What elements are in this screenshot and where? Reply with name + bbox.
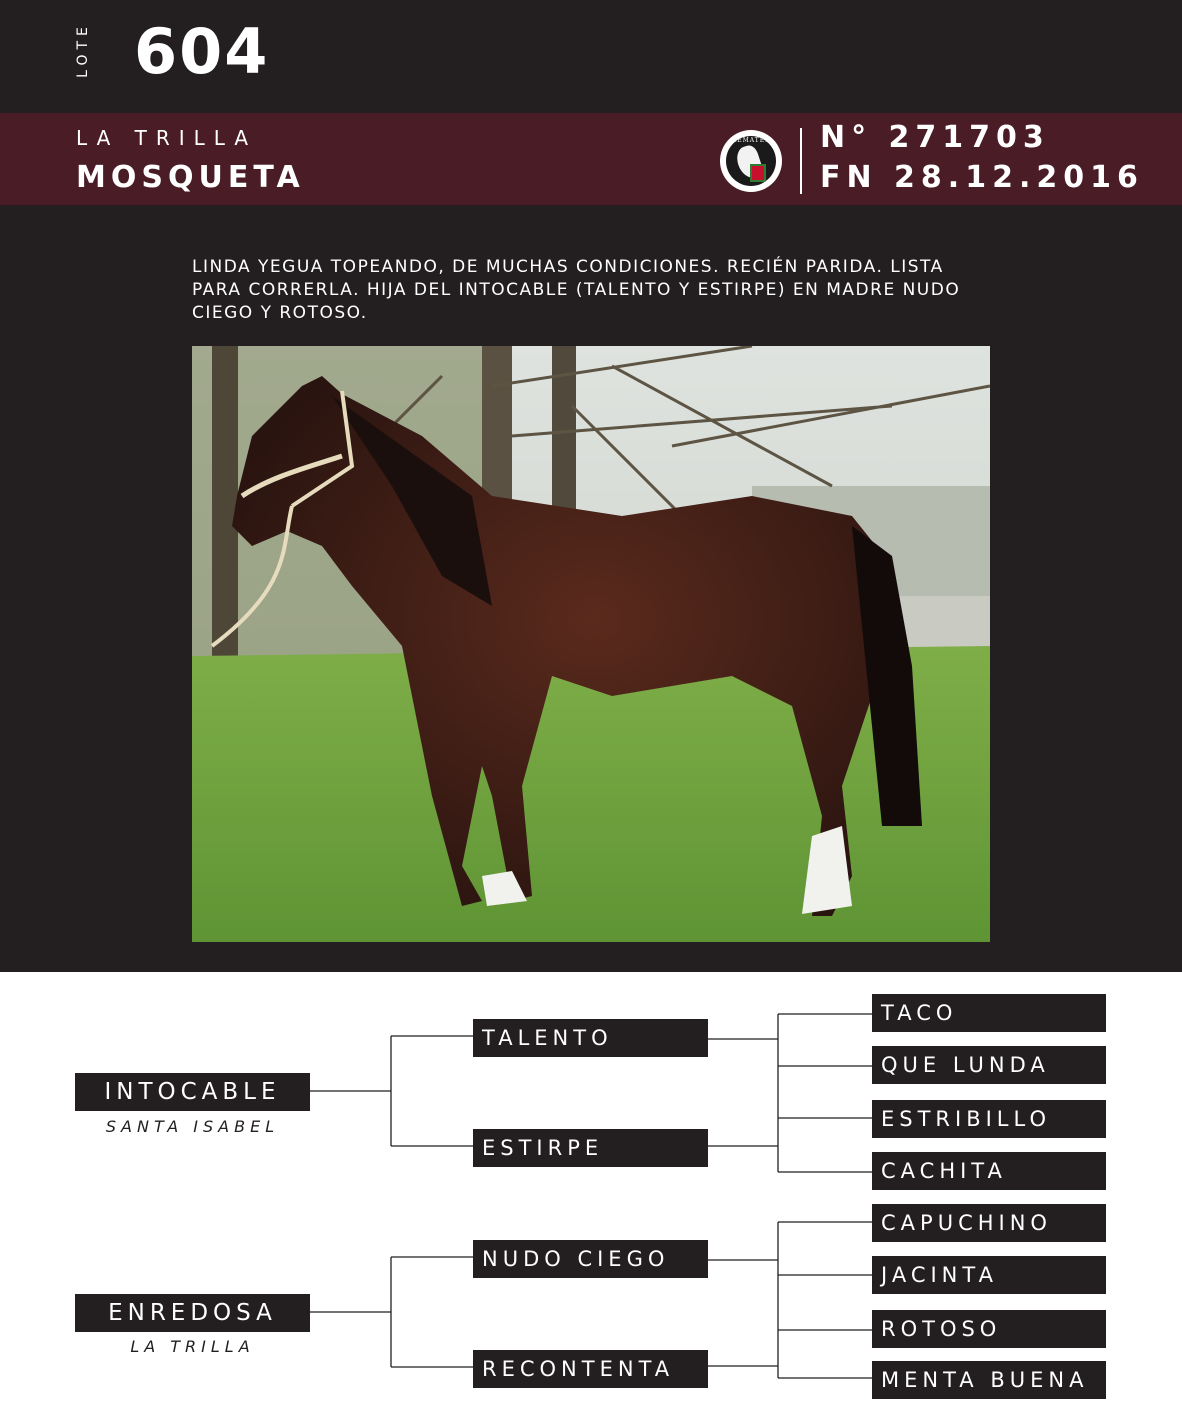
birth-date: FN 28.12.2016 (820, 160, 1144, 195)
dam-breeder: LA TRILLA (130, 1337, 255, 1356)
band-divider (800, 128, 802, 194)
grandparent-box: ESTIRPE (473, 1129, 708, 1167)
great-grandparent-box: CACHITA (872, 1152, 1106, 1190)
registration-number: N° 271703 (820, 120, 1050, 155)
flag-icon (750, 164, 766, 182)
horse-photo (192, 346, 990, 942)
sire-breeder: SANTA ISABEL (105, 1117, 280, 1136)
horse-name: MOSQUETA (76, 160, 305, 195)
dam-box: ENREDOSA (75, 1294, 310, 1332)
sire-box: INTOCABLE (75, 1073, 310, 1111)
grandparent-box: RECONTENTA (473, 1350, 708, 1388)
description: LINDA YEGUA TOPEANDO, DE MUCHAS CONDICIONES. RECIÉN PARIDA. LISTA PARA CORRERLA. HIJA DEL INTOCABLE (TALENTO Y ESTIRPE) EN MADRE NUDO CIEGO Y ROTOSO. (192, 257, 961, 323)
great-grandparent-box: CAPUCHINO (872, 1204, 1106, 1242)
lote-number: 604 (134, 15, 270, 88)
great-grandparent-box: MENTA BUENA (872, 1361, 1106, 1399)
pedigree-section (0, 972, 1182, 1418)
remates-logo (720, 130, 782, 192)
logo-text: REMATES (731, 137, 771, 144)
great-grandparent-box: JACINTA (872, 1256, 1106, 1294)
great-grandparent-box: ROTOSO (872, 1310, 1106, 1348)
breeder-name: LA TRILLA (76, 126, 258, 150)
lote-label: LOTE (75, 22, 91, 78)
grandparent-box: TALENTO (473, 1019, 708, 1057)
great-grandparent-box: QUE LUNDA (872, 1046, 1106, 1084)
grandparent-box: NUDO CIEGO (473, 1240, 708, 1278)
great-grandparent-box: TACO (872, 994, 1106, 1032)
great-grandparent-box: ESTRIBILLO (872, 1100, 1106, 1138)
